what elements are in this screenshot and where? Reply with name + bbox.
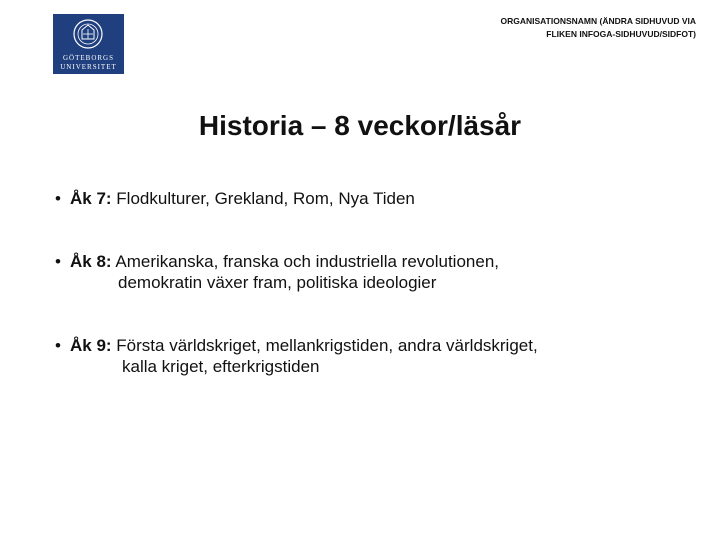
bullet-icon: • [55, 252, 61, 271]
bullet-grade: Åk 7: [70, 189, 112, 208]
bullet-icon: • [55, 189, 61, 208]
bullet-icon: • [55, 336, 61, 355]
logo-line-2: UNIVERSITET [60, 63, 117, 71]
bullet-text: Flodkulturer, Grekland, Rom, Nya Tiden [111, 189, 415, 208]
bullet-text: Första världskriget, mellankrigstiden, andra världskriget, [111, 336, 538, 355]
slide-title: Historia – 8 veckor/läsår [198, 110, 522, 141]
bullet-item [50, 335, 680, 377]
bullet-continuation: kalla kriget, efterkrigstiden [122, 357, 320, 376]
bullet-item [50, 251, 680, 293]
organisation-name: ORGANISATIONSNAMN (ÄNDRA SIDHUVUD VIA FLIKEN INFOGA-SIDHUVUD/SIDFOT) [500, 16, 696, 39]
bullet-continuation: demokratin växer fram, politiska ideologier [118, 273, 437, 292]
bullet-item [50, 188, 680, 209]
bullet-text: Amerikanska, franska och industriella revolutionen, [111, 252, 500, 271]
university-logo [53, 14, 124, 74]
bullet-list [50, 188, 680, 419]
bullet-grade: Åk 9: [70, 336, 112, 355]
bullet-grade: Åk 8: [70, 252, 112, 271]
university-seal-icon [73, 17, 103, 51]
logo-line-1: GÖTEBORGS [62, 54, 114, 62]
